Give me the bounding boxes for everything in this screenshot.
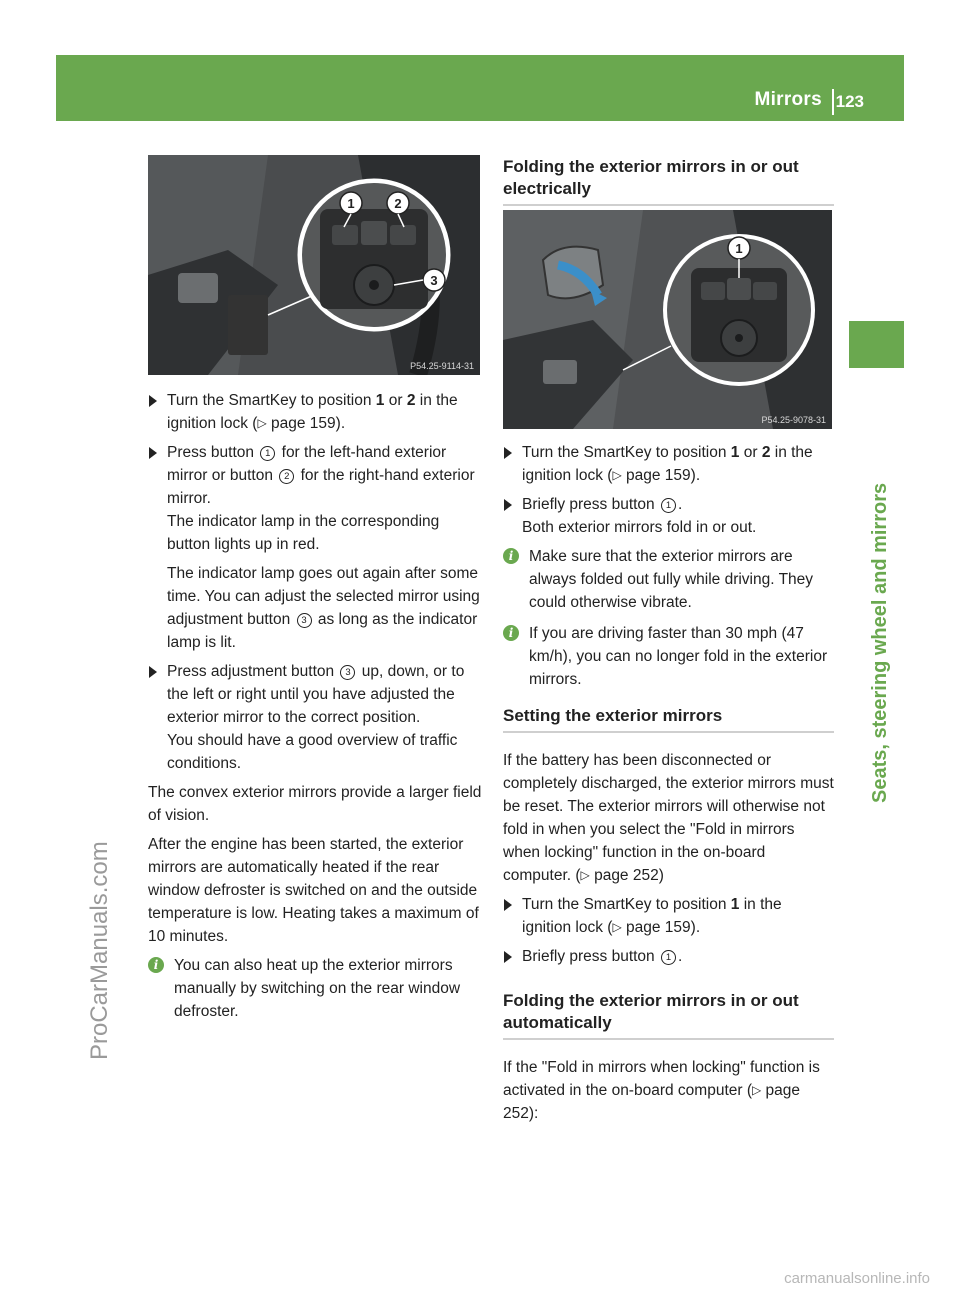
section-heading: Setting the exterior mirrors bbox=[503, 705, 834, 733]
page-ref-arrow-icon: ▷ bbox=[752, 1083, 762, 1097]
instruction-step: Briefly press button 1 . Both exterior mirrors fold in or out. bbox=[503, 493, 834, 539]
right-column bbox=[503, 156, 834, 222]
callout-2: 2 bbox=[394, 196, 402, 211]
callout-1: 1 bbox=[735, 241, 743, 256]
step-arrow-icon bbox=[504, 951, 512, 963]
paragraph: After the engine has been started, the exterior mirrors are automatically heated if the rear window defroster is switched on and the outside temperature is low. Heating takes a maximum of 10 minutes. bbox=[148, 836, 479, 945]
callout-3: 3 bbox=[430, 273, 438, 288]
paragraph: If the battery has been disconnected or completely discharged, the exterior mirrors must be reset. The exterior mirrors will otherwise not fold in when you select the "Fold in mirrors when locking" function in the on-board computer. (▷ page 252) bbox=[503, 752, 834, 884]
page-number: 123 bbox=[835, 92, 864, 111]
info-icon: i bbox=[503, 548, 519, 564]
page-ref-arrow-icon: ▷ bbox=[580, 868, 590, 882]
left-column bbox=[148, 389, 482, 1031]
instruction-step: Turn the SmartKey to position 1 in the ignition lock (▷ page 159). bbox=[503, 893, 834, 939]
section-heading: Folding the exterior mirrors in or out electrically bbox=[503, 156, 834, 206]
chapter-side-label-text: Seats, steering wheel and mirrors bbox=[869, 482, 891, 803]
instruction-step: Press adjustment button 3 up, down, or to the left or right until you have adjusted the exterior mirror to the correct position. You should have a good overview of traffic conditions. bbox=[148, 660, 482, 775]
page-ref-arrow-icon: ▷ bbox=[612, 920, 622, 934]
info-note: i If you are driving faster than 30 mph (47 km/h), you can no longer fold in the exterior mirrors. bbox=[503, 622, 834, 691]
paragraph: The convex exterior mirrors provide a larger field of vision. bbox=[148, 784, 482, 824]
figure-mirror-fold-button bbox=[503, 210, 832, 429]
figure-reference: P54.25-9078-31 bbox=[761, 415, 826, 425]
step-arrow-icon bbox=[504, 899, 512, 911]
watermark-text: ProCarManuals.com bbox=[86, 841, 113, 1060]
section-title: Mirrors bbox=[754, 89, 822, 110]
right-column-body bbox=[503, 441, 834, 1131]
page-ref-arrow-icon: ▷ bbox=[612, 468, 622, 482]
info-icon: i bbox=[148, 957, 164, 973]
watermark bbox=[82, 500, 112, 1060]
info-note: i Make sure that the exterior mirrors are always folded out fully while driving. They could otherwise vibrate. bbox=[503, 545, 834, 614]
instruction-step: Press button 1 for the left-hand exterior mirror or button 2 for the right-hand exterior mirror. The indicator lamp in the corresponding button lights up in red. The indicator lamp goes out again after some time. You can adjust the selected mirror using adjustment button 3 as long as the indicator lamp is lit. bbox=[148, 441, 482, 654]
info-note: i You can also heat up the exterior mirrors manually by switching on the rear window defroster. bbox=[148, 954, 482, 1023]
figure-door-mirror-controls bbox=[148, 155, 480, 375]
chapter-tab bbox=[849, 321, 904, 368]
instruction-step: Briefly press button 1 . bbox=[503, 945, 834, 968]
figure-door-mirror-controls-illustration bbox=[148, 155, 480, 375]
footer-watermark: carmanualsonline.info bbox=[784, 1270, 930, 1287]
paragraph: If the "Fold in mirrors when locking" function is activated in the on-board computer (▷ page 252): bbox=[503, 1059, 820, 1122]
info-icon: i bbox=[503, 625, 519, 641]
button-number-1: 1 bbox=[260, 446, 275, 461]
header-divider bbox=[832, 89, 834, 115]
section-heading: Folding the exterior mirrors in or out automatically bbox=[503, 990, 834, 1040]
button-number-1: 1 bbox=[661, 498, 676, 513]
page-ref-arrow-icon: ▷ bbox=[257, 416, 267, 430]
button-number-3: 3 bbox=[297, 613, 312, 628]
instruction-step: Turn the SmartKey to position 1 or 2 in the ignition lock (▷ page 159). bbox=[148, 389, 482, 435]
figure-mirror-fold-button-illustration bbox=[503, 210, 832, 429]
step-arrow-icon bbox=[504, 447, 512, 459]
figure-reference: P54.25-9114-31 bbox=[410, 361, 474, 371]
step-arrow-icon bbox=[504, 499, 512, 511]
callout-1: 1 bbox=[347, 196, 355, 211]
instruction-step: Turn the SmartKey to position 1 or 2 in the ignition lock (▷ page 159). bbox=[503, 441, 834, 487]
button-number-3: 3 bbox=[340, 665, 355, 680]
header-bar bbox=[56, 55, 904, 121]
button-number-1: 1 bbox=[661, 950, 676, 965]
button-number-2: 2 bbox=[279, 469, 294, 484]
step-arrow-icon bbox=[149, 666, 157, 678]
step-arrow-icon bbox=[149, 447, 157, 459]
step-arrow-icon bbox=[149, 395, 157, 407]
chapter-side-label bbox=[863, 373, 897, 803]
